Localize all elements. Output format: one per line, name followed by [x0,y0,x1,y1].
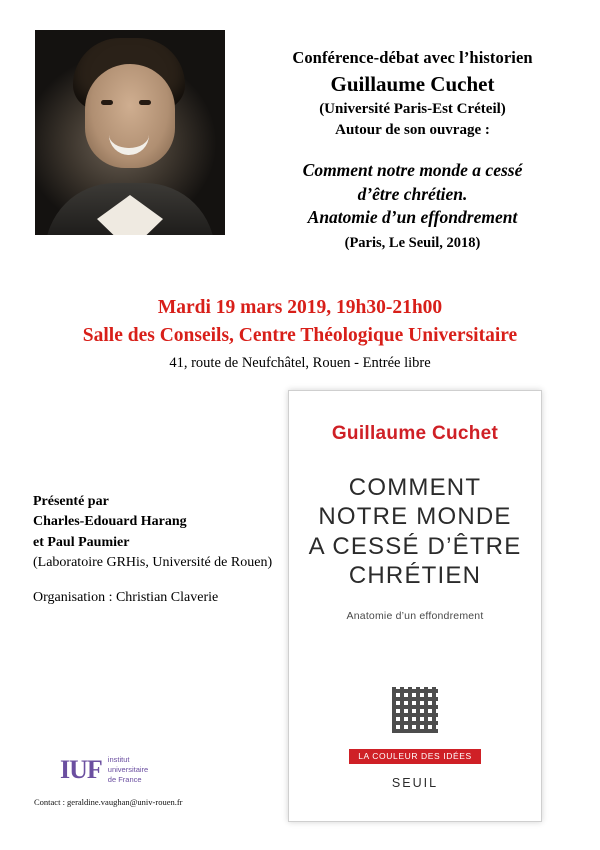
portrait-eye-right [139,100,151,105]
iuf-logo-line-1: institut [107,755,130,764]
speaker-affiliation: (Université Paris-Est Créteil) [319,101,506,117]
work-title-line-1: Comment notre monde a cessé [302,160,523,180]
conference-label: Conférence-débat avec l’historien [292,48,533,67]
organisation-line: Organisation : Christian Claverie [33,590,219,605]
contact-email-line: Contact : geraldine.vaughan@univ-rouen.fr [34,797,183,807]
event-date: Mardi 19 mars 2019, 19h30-21h00 [157,297,443,318]
cover-title [289,473,541,590]
cover-title-line-4: CHRÉTIEN [348,561,482,589]
cover-author: Guillaume Cuchet [331,423,499,444]
iuf-logo-mark: IUF [60,755,102,785]
header-section [0,30,600,260]
iuf-logo [60,755,148,785]
cover-title-line-2: NOTRE MONDE [318,503,512,531]
work-title-line-3: Anatomie d’un effondrement [307,207,518,228]
cover-title-line-1: COMMENT [348,474,482,501]
event-venue: Salle des Conseils, Centre Théologique Universitaire [82,325,518,346]
work-title-line-2: d’être chrétien. [357,183,468,204]
iuf-logo-words [108,755,148,785]
presenter-name-2: et Paul Paumier [33,534,130,550]
cover-publisher: SEUIL [391,776,439,790]
about-work-label: Autour de son ouvrage : [335,122,490,138]
iuf-logo-line-3: de France [107,775,142,785]
header-text-block [240,48,585,252]
event-address: 41, route de Neufchâtel, Rouen - Entrée libre [169,355,431,371]
book-cover-image [288,390,542,822]
cover-subtitle: Anatomie d’un effondrement [346,610,484,623]
speaker-portrait-photo [35,30,225,235]
work-publication: (Paris, Le Seuil, 2018) [344,234,481,251]
cover-title-line-3: A CESSÉ D’ÊTRE [308,532,522,560]
presenter-name-1: Charles-Edouard Harang [33,514,187,530]
cover-collection-banner: LA COULEUR DES IDÉES [349,749,481,764]
speaker-name: Guillaume Cuchet [330,72,495,96]
iuf-logo-line-2: universitaire [107,765,149,775]
laboratory-affiliation: (Laboratoire GRHis, Université de Rouen) [33,554,273,570]
credits-block [33,492,283,573]
portrait-eye-left [101,100,113,105]
work-title [240,159,585,230]
cover-ornament-icon [392,687,438,733]
event-details-block [0,297,600,372]
presented-by-label: Présenté par [33,494,109,509]
